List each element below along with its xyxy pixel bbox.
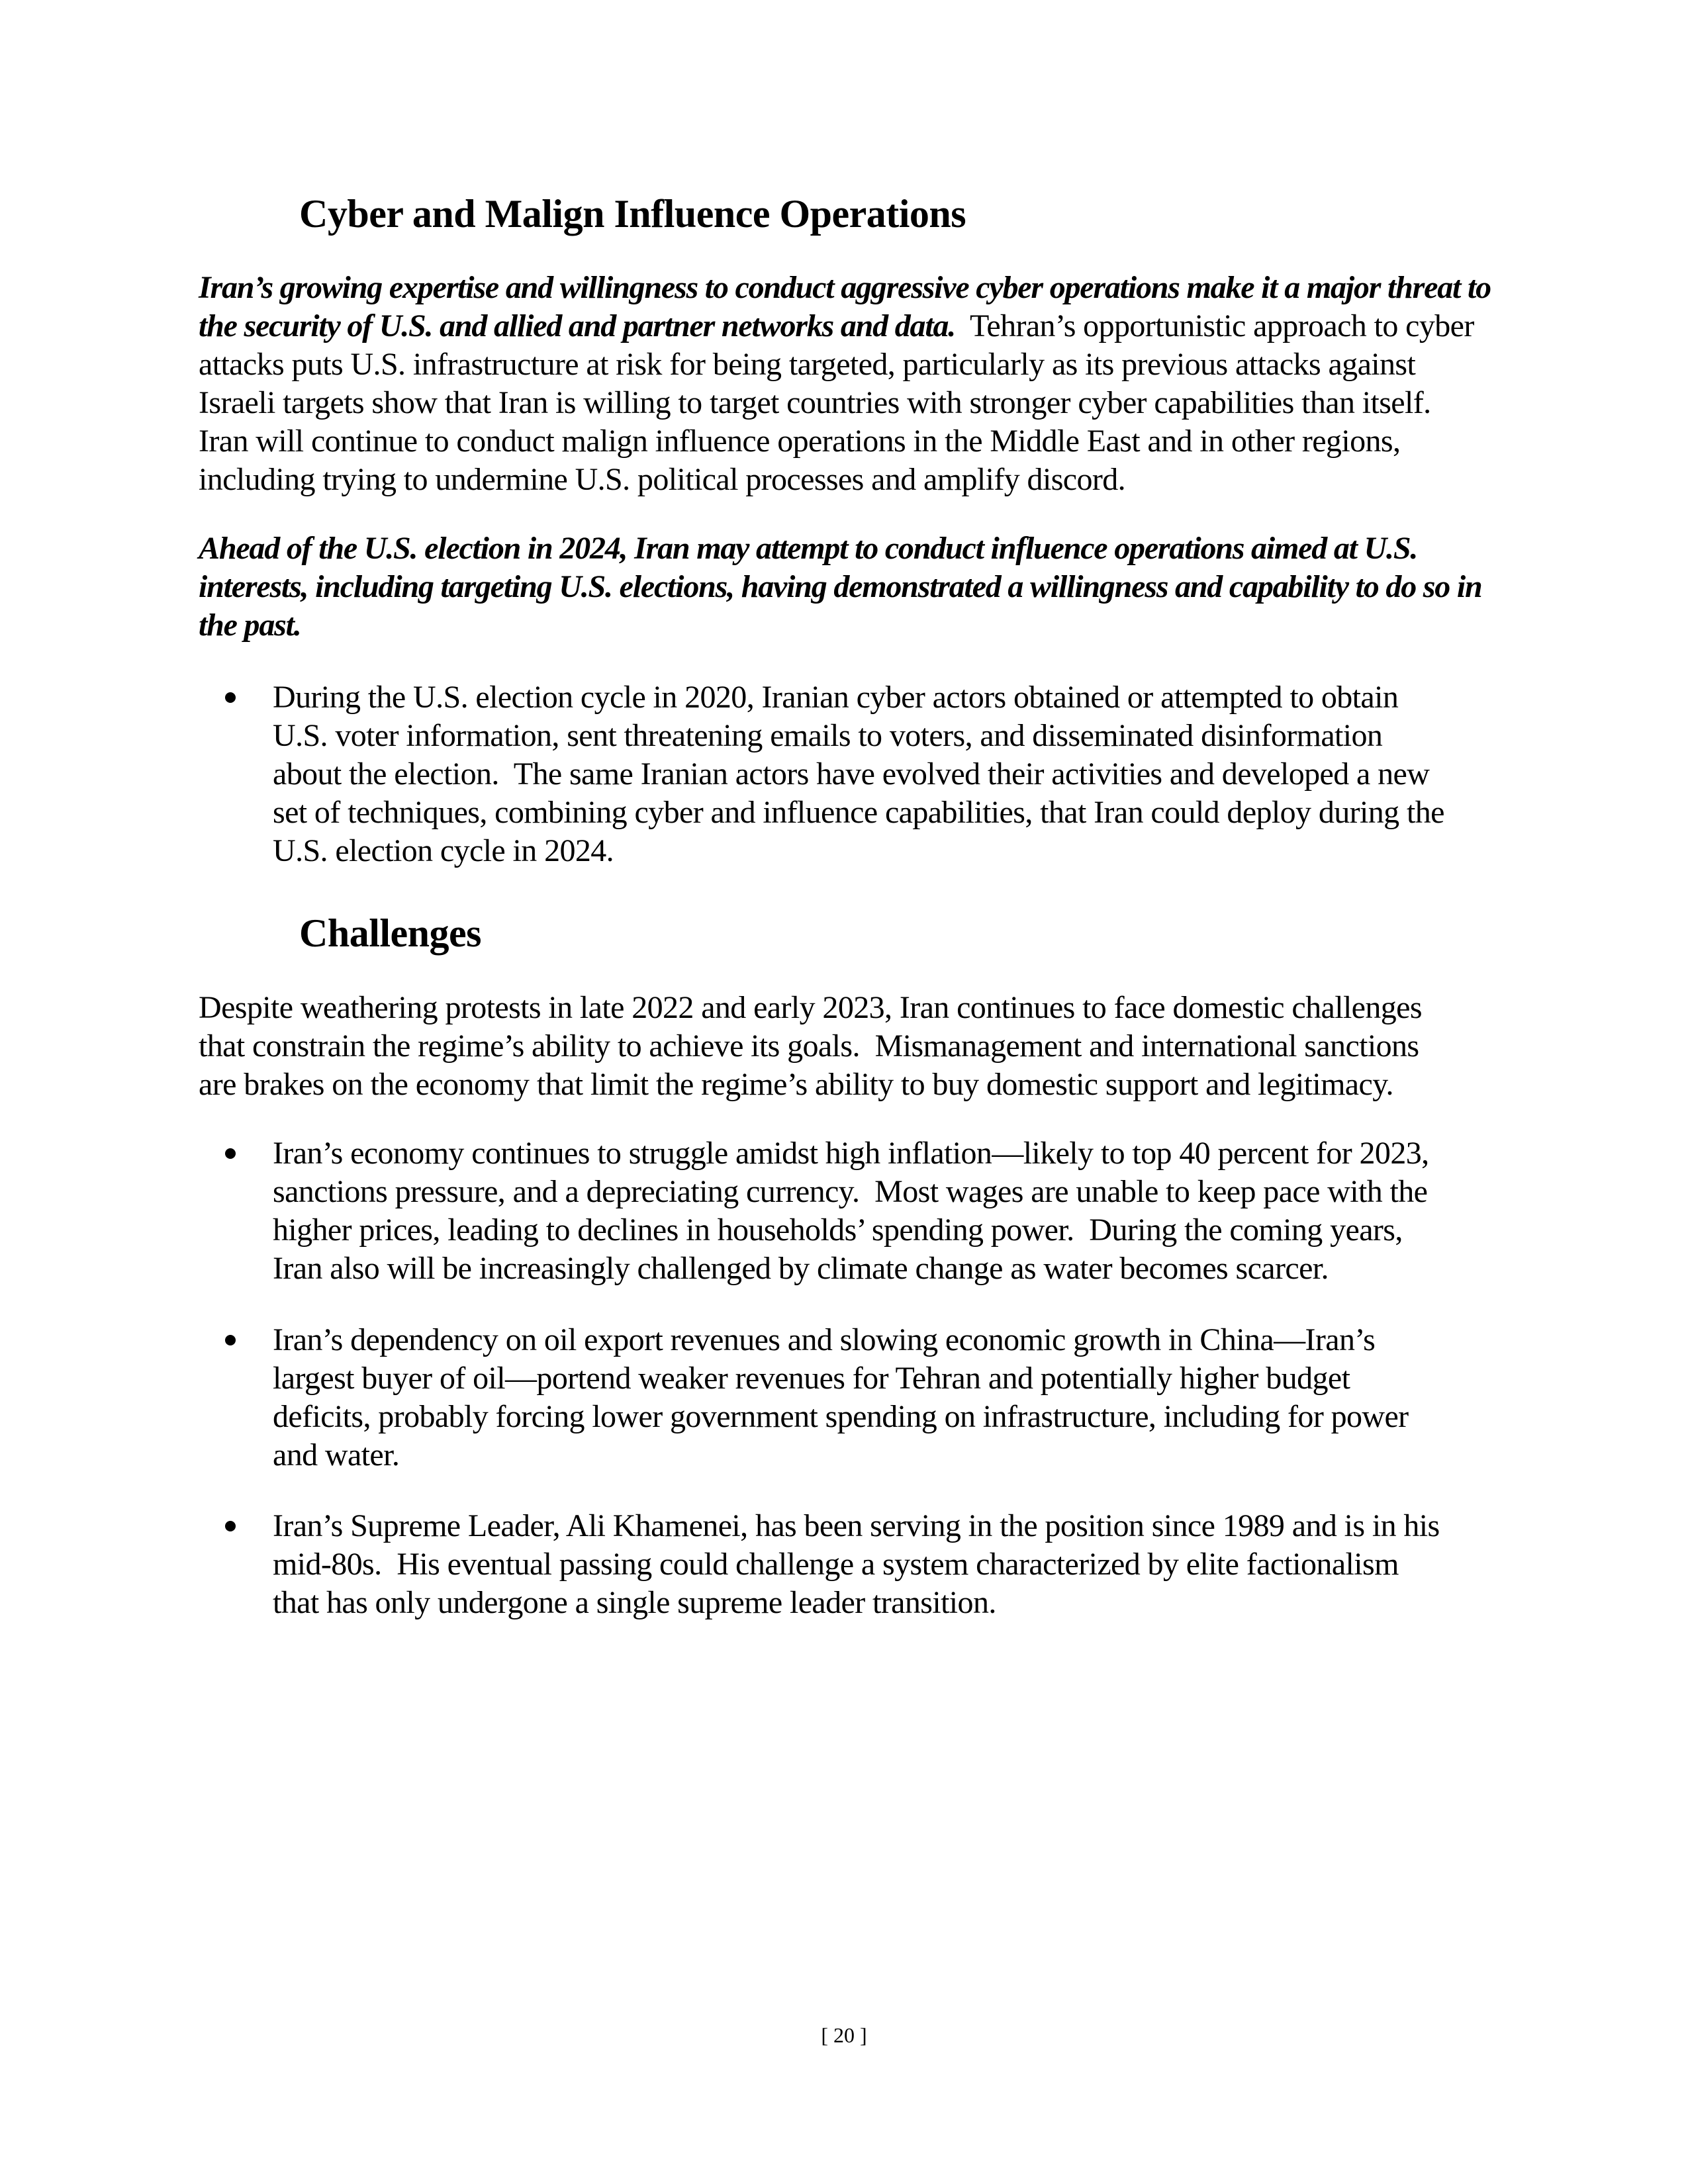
bullet-line: higher prices, leading to declines in households’ spending power. During the coming years, — [273, 1212, 1403, 1248]
key-judgment-line: interests, including targeting U.S. elections, having demonstrated a willingness and capability to do so in — [199, 569, 1482, 604]
paragraph-challenges-intro — [199, 989, 1496, 1104]
bullet-text — [273, 1507, 1497, 1622]
bullet-icon — [225, 1335, 236, 1345]
bullet-line: deficits, probably forcing lower government spending on infrastructure, including for power — [273, 1399, 1409, 1434]
page-number: [ 20 ] — [821, 2023, 867, 2047]
bullet-line: about the election. The same Iranian actors have evolved their activities and developed a new — [273, 756, 1430, 792]
paragraph-line — [199, 269, 1496, 307]
paragraph-line: that constrain the regime’s ability to achieve its goals. Mismanagement and international sanctions — [199, 1028, 1419, 1064]
paragraph-line: attacks puts U.S. infrastructure at risk for being targeted, particularly as its previous attacks against — [199, 347, 1416, 382]
paragraph-line — [199, 307, 1496, 345]
section-heading-challenges: Challenges — [299, 911, 482, 955]
key-judgment-text: Iran’s growing expertise and willingness to conduct aggressive cyber operations make it a major threat to — [199, 270, 1491, 305]
bullet-icon — [225, 692, 236, 703]
paragraph-line: Despite weathering protests in late 2022 and early 2023, Iran continues to face domestic challenges — [199, 990, 1422, 1025]
bullet-text — [273, 678, 1497, 870]
bullet-line: Iran’s dependency on oil export revenues and slowing economic growth in China—Iran’s — [273, 1322, 1376, 1357]
bullet-line: Iran’s Supreme Leader, Ali Khamenei, has been serving in the position since 1989 and is in his — [273, 1508, 1440, 1543]
bullet-line: Iran also will be increasingly challenged by climate change as water becomes scarcer. — [273, 1251, 1329, 1286]
paragraph-election-influence — [199, 529, 1496, 645]
bullet-line: largest buyer of oil—portend weaker revenues for Tehran and potentially higher budget — [273, 1361, 1350, 1396]
bullet-text — [273, 1134, 1497, 1288]
paragraph-cyber-threat — [199, 269, 1496, 499]
bullet-line: U.S. election cycle in 2024. — [273, 833, 614, 868]
bullet-line: and water. — [273, 1437, 400, 1473]
key-judgment-line: Ahead of the U.S. election in 2024, Iran may attempt to conduct influence operations aimed at U.S. — [199, 531, 1418, 566]
bullet-line: mid-80s. His eventual passing could challenge a system characterized by elite factionalism — [273, 1547, 1399, 1582]
paragraph-line: including trying to undermine U.S. political processes and amplify discord. — [199, 462, 1126, 497]
bullet-text — [273, 1321, 1497, 1475]
bullet-icon — [225, 1148, 236, 1159]
bullet-line: U.S. voter information, sent threatening emails to voters, and disseminated disinformation — [273, 718, 1383, 753]
bullet-line: set of techniques, combining cyber and influence capabilities, that Iran could deploy during the — [273, 795, 1444, 830]
bullet-line: Iran’s economy continues to struggle amidst high inflation—likely to top 40 percent for 2023, — [273, 1136, 1429, 1171]
bullet-line: During the U.S. election cycle in 2020, Iranian cyber actors obtained or attempted to obtain — [273, 680, 1399, 715]
bullet-line: that has only undergone a single supreme leader transition. — [273, 1585, 996, 1620]
paragraph-line: are brakes on the economy that limit the regime’s ability to buy domestic support and legitimacy. — [199, 1067, 1393, 1102]
section-heading-cyber: Cyber and Malign Influence Operations — [299, 192, 966, 236]
paragraph-line: Israeli targets show that Iran is willing to target countries with stronger cyber capabilities than itself. — [199, 385, 1431, 420]
bullet-line: sanctions pressure, and a depreciating currency. Most wages are unable to keep pace with the — [273, 1174, 1428, 1209]
paragraph-line: Iran will continue to conduct malign influence operations in the Middle East and in other regions, — [199, 424, 1401, 459]
bullet-icon — [225, 1521, 236, 1531]
key-judgment-text: the security of U.S. and allied and partner networks and data. — [199, 308, 956, 343]
key-judgment-line: the past. — [199, 608, 301, 643]
body-text: Tehran’s opportunistic approach to cyber — [955, 308, 1474, 343]
